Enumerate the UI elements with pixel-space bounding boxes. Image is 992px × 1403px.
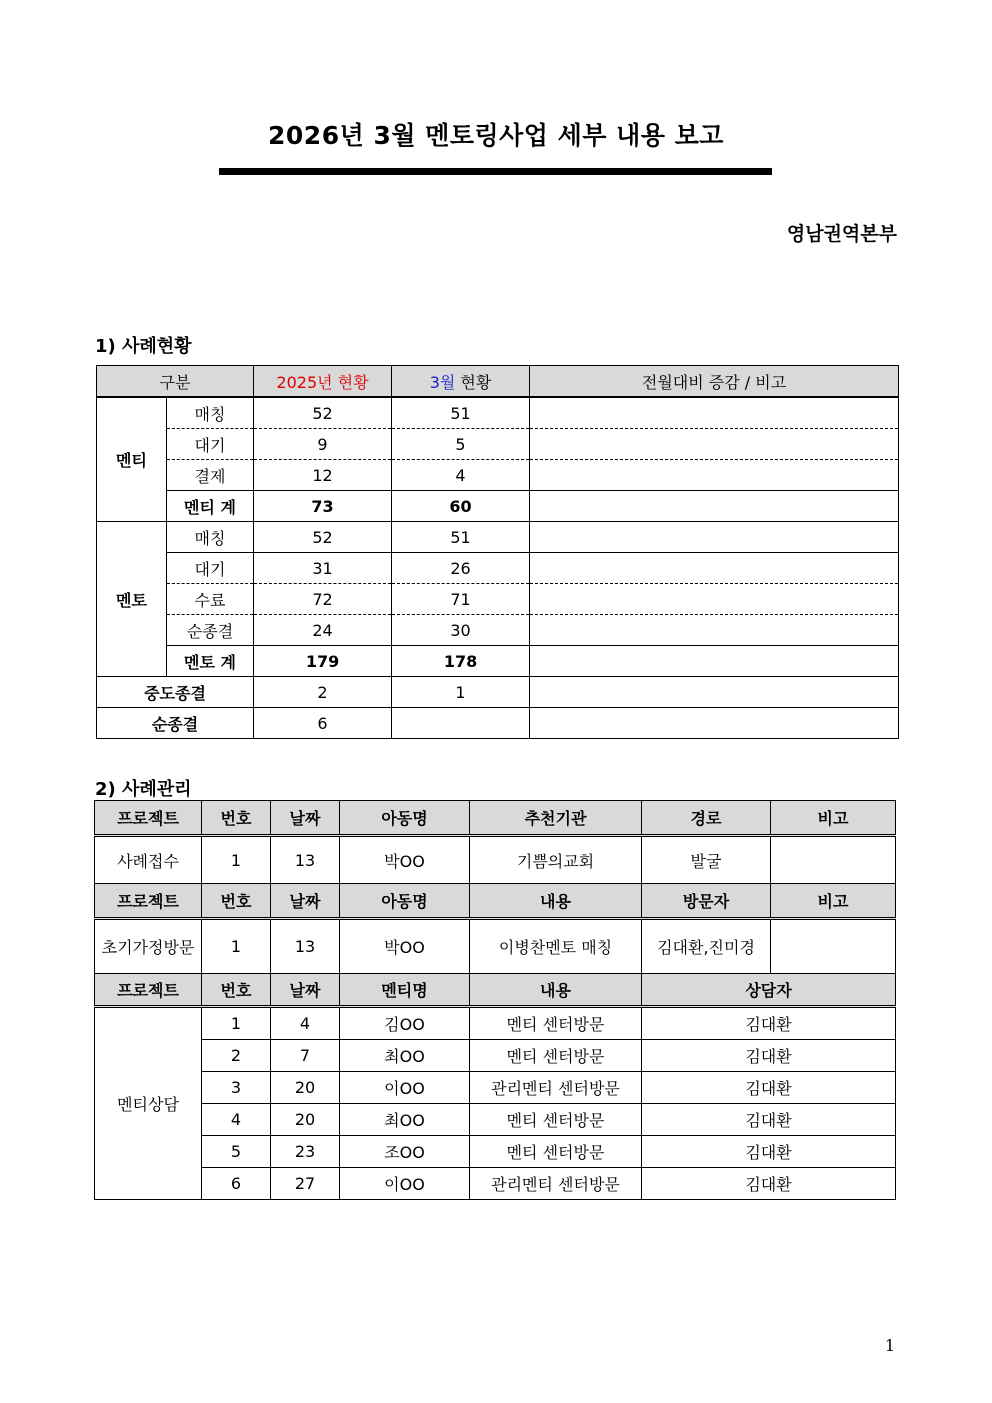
table-cell: 김대환	[642, 1168, 896, 1200]
group-label-mentor: 멘토	[97, 522, 167, 677]
row-label: 대기	[167, 553, 254, 584]
note-cell	[530, 460, 899, 491]
header-note: 전월대비 증감 / 비고	[530, 366, 899, 398]
table-cell: 관리멘티 센터방문	[470, 1072, 642, 1104]
row-label: 수료	[167, 584, 254, 615]
counsel-row	[95, 1072, 896, 1104]
header-cell: 추천기관	[470, 801, 642, 836]
table-cell: 27	[271, 1168, 340, 1200]
header-cell: 경로	[642, 801, 771, 836]
table-cell: 23	[271, 1136, 340, 1168]
table-cell: 4	[202, 1104, 271, 1136]
table-cell: 20	[271, 1104, 340, 1136]
table-cell: 20	[271, 1072, 340, 1104]
table-row	[97, 460, 899, 491]
table-cell: 1	[202, 836, 271, 884]
table-row	[97, 429, 899, 460]
value-cell: 4	[392, 460, 530, 491]
table-cell: 이OO	[340, 1168, 470, 1200]
organization-name: 영남권역본부	[786, 223, 897, 245]
table-cell: 박OO	[340, 836, 470, 884]
value-cell: 26	[392, 553, 530, 584]
table-cell: 1	[202, 919, 271, 974]
table-cell: 기쁨의교회	[470, 836, 642, 884]
value-cell: 2	[254, 677, 392, 708]
value-cell: 30	[392, 615, 530, 646]
header-month: 3월	[429, 372, 456, 392]
header-cell: 내용	[470, 884, 642, 919]
table-cell: 김대환	[642, 1072, 896, 1104]
table-cell: 멘티 센터방문	[470, 1104, 642, 1136]
counsel-row	[95, 1040, 896, 1072]
table-cell	[771, 836, 896, 884]
case-status-table	[96, 365, 899, 739]
counsel-row	[95, 1136, 896, 1168]
table-cell: 멘티 센터방문	[470, 1040, 642, 1072]
value-cell: 51	[392, 397, 530, 429]
value-cell: 178	[392, 646, 530, 677]
value-cell: 1	[392, 677, 530, 708]
table-cell: 3	[202, 1072, 271, 1104]
table-cell: 6	[202, 1168, 271, 1200]
header-2025-status: 2025년 현황	[254, 366, 392, 398]
table-cell: 김대환	[642, 1104, 896, 1136]
table-cell: 김대환	[642, 1040, 896, 1072]
table-cell: 김OO	[340, 1007, 470, 1040]
table-cell: 최OO	[340, 1040, 470, 1072]
header-cell: 프로젝트	[95, 801, 202, 836]
table-cell: 조OO	[340, 1136, 470, 1168]
document-title: 2026년 3월 멘토링사업 세부 내용 보고	[268, 121, 724, 150]
table-row	[97, 584, 899, 615]
group-label-mentee: 멘티	[97, 397, 167, 522]
page-number: 1	[884, 1336, 895, 1355]
counsel-row	[95, 1104, 896, 1136]
header-cell: 비고	[771, 801, 896, 836]
value-cell: 51	[392, 522, 530, 553]
header-cell: 프로젝트	[95, 974, 202, 1007]
value-cell: 5	[392, 429, 530, 460]
header-cell: 아동명	[340, 801, 470, 836]
section-2-heading: 2) 사례관리	[95, 779, 192, 800]
row-label: 순종결	[167, 615, 254, 646]
total-row-mentor	[97, 646, 899, 677]
case-management-table	[94, 800, 896, 1200]
header-cell: 날짜	[271, 974, 340, 1007]
title-underline	[219, 168, 772, 175]
table-cell: 4	[271, 1007, 340, 1040]
table-cell: 발굴	[642, 836, 771, 884]
table-cell: 관리멘티 센터방문	[470, 1168, 642, 1200]
row-label: 멘토 계	[167, 646, 254, 677]
table-cell: 5	[202, 1136, 271, 1168]
table-row	[97, 553, 899, 584]
intake-row	[95, 836, 896, 884]
value-cell: 24	[254, 615, 392, 646]
header-cell: 프로젝트	[95, 884, 202, 919]
table-cell	[771, 919, 896, 974]
table-cell: 멘티 센터방문	[470, 1136, 642, 1168]
table-cell: 7	[271, 1040, 340, 1072]
value-cell	[392, 708, 530, 739]
header-status-word: 현황	[455, 372, 492, 392]
row-label: 중도종결	[97, 677, 254, 708]
table-cell: 김대환	[642, 1136, 896, 1168]
header-cell: 멘티명	[340, 974, 470, 1007]
visit-row	[95, 919, 896, 974]
value-cell: 72	[254, 584, 392, 615]
note-cell	[530, 553, 899, 584]
value-cell: 12	[254, 460, 392, 491]
table-row	[97, 522, 899, 553]
row-label: 멘티 계	[167, 491, 254, 522]
table-cell: 사례접수	[95, 836, 202, 884]
table-cell: 초기가정방문	[95, 919, 202, 974]
value-cell: 9	[254, 429, 392, 460]
note-cell	[530, 708, 899, 739]
total-row-mentee	[97, 491, 899, 522]
table-cell: 김대환	[642, 1007, 896, 1040]
note-cell	[530, 646, 899, 677]
counsel-row	[95, 1007, 896, 1040]
table-row	[97, 397, 899, 429]
note-cell	[530, 677, 899, 708]
value-cell: 60	[392, 491, 530, 522]
value-cell: 52	[254, 397, 392, 429]
header-cell: 비고	[771, 884, 896, 919]
header-cell: 번호	[202, 974, 271, 1007]
header-cell: 날짜	[271, 801, 340, 836]
note-cell	[530, 397, 899, 429]
value-cell: 6	[254, 708, 392, 739]
row-label: 매칭	[167, 397, 254, 429]
table-cell: 최OO	[340, 1104, 470, 1136]
header-cell: 내용	[470, 974, 642, 1007]
header-march-status	[392, 366, 530, 398]
table-cell: 2	[202, 1040, 271, 1072]
table-cell: 이병찬멘토 매칭	[470, 919, 642, 974]
header-category: 구분	[97, 366, 254, 398]
intake-header-row	[95, 801, 896, 836]
section-1-heading: 1) 사례현황	[95, 336, 192, 357]
note-cell	[530, 584, 899, 615]
note-cell	[530, 429, 899, 460]
table-cell: 박OO	[340, 919, 470, 974]
note-cell	[530, 491, 899, 522]
table-header-row	[97, 366, 899, 398]
row-label: 대기	[167, 429, 254, 460]
header-cell: 상담자	[642, 974, 896, 1007]
table-cell: 13	[271, 919, 340, 974]
header-cell: 아동명	[340, 884, 470, 919]
table-cell: 김대환,진미경	[642, 919, 771, 974]
header-cell: 날짜	[271, 884, 340, 919]
value-cell: 71	[392, 584, 530, 615]
header-cell: 방문자	[642, 884, 771, 919]
row-label: 순종결	[97, 708, 254, 739]
table-cell: 13	[271, 836, 340, 884]
header-cell: 번호	[202, 801, 271, 836]
note-cell	[530, 615, 899, 646]
value-cell: 31	[254, 553, 392, 584]
value-cell: 73	[254, 491, 392, 522]
table-cell: 1	[202, 1007, 271, 1040]
note-cell	[530, 522, 899, 553]
table-row	[97, 708, 899, 739]
table-row	[97, 615, 899, 646]
value-cell: 179	[254, 646, 392, 677]
table-row	[97, 677, 899, 708]
header-cell: 번호	[202, 884, 271, 919]
counsel-header-row	[95, 974, 896, 1007]
counsel-project-cell: 멘티상담	[95, 1007, 202, 1200]
counsel-row	[95, 1168, 896, 1200]
visit-header-row	[95, 884, 896, 919]
row-label: 결제	[167, 460, 254, 491]
table-cell: 멘티 센터방문	[470, 1007, 642, 1040]
table-cell: 이OO	[340, 1072, 470, 1104]
value-cell: 52	[254, 522, 392, 553]
row-label: 매칭	[167, 522, 254, 553]
